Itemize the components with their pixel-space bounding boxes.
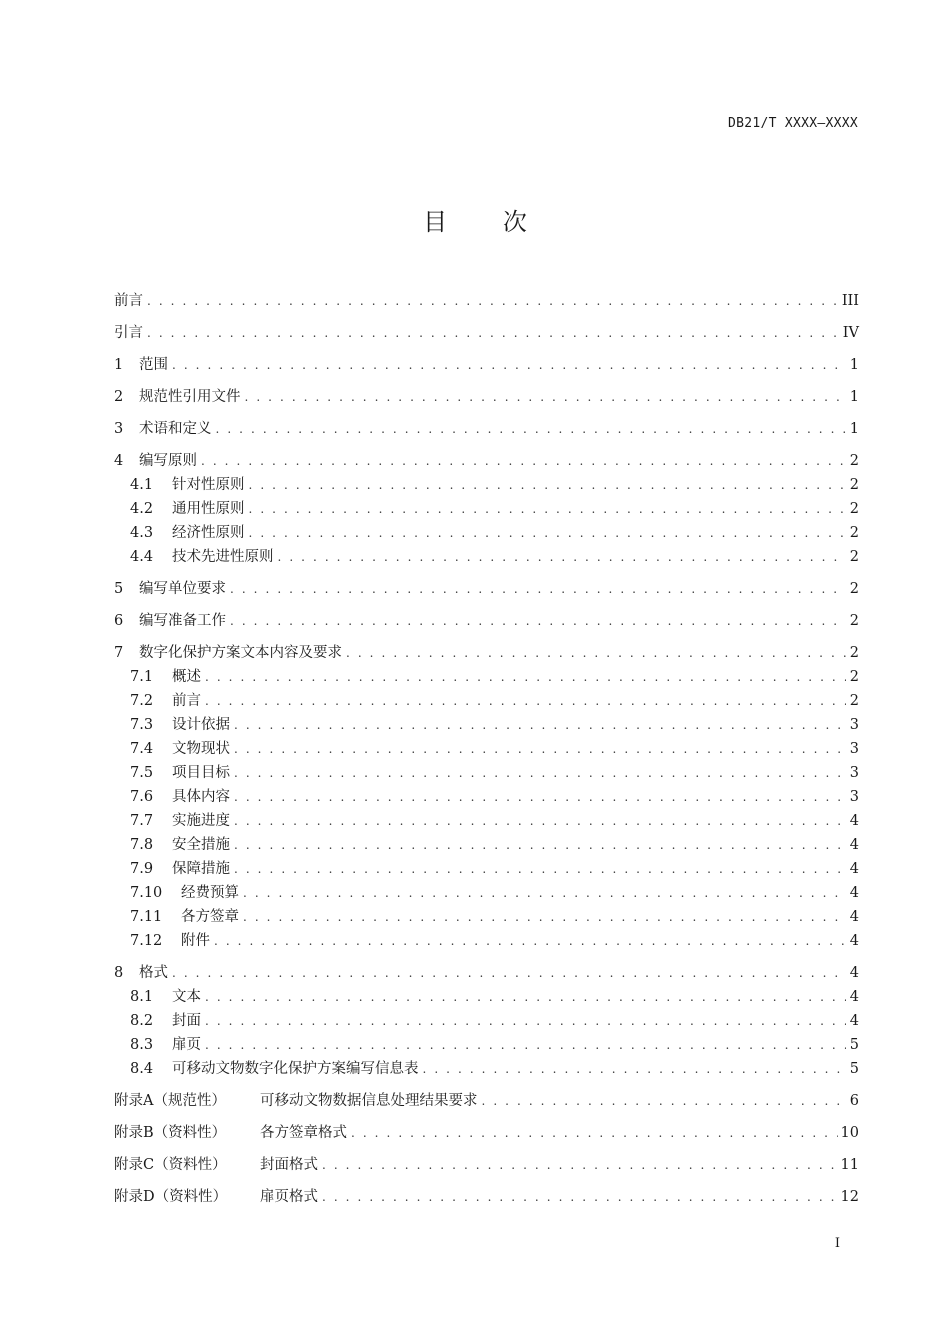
toc-entry-number: 附录C（资料性）	[114, 1157, 227, 1173]
toc-entry[interactable]	[114, 1185, 859, 1209]
toc-entry-title: 编写准备工作	[139, 613, 226, 629]
toc-dot-leader	[230, 614, 846, 628]
toc-dot-leader	[482, 1094, 847, 1108]
table-of-contents	[114, 289, 859, 1209]
toc-entry-title: 引言	[114, 325, 143, 341]
page-title	[0, 202, 950, 237]
toc-entry-title: 针对性原则	[172, 477, 245, 493]
toc-entry-number: 7.2	[130, 693, 154, 709]
toc-dot-leader	[234, 742, 846, 756]
toc-entry[interactable]	[114, 641, 859, 665]
toc-entry-number: 4	[114, 453, 124, 469]
toc-entry-page: 11	[840, 1157, 859, 1173]
toc-entry-number: 7.8	[130, 837, 154, 853]
toc-dot-leader	[322, 1158, 838, 1172]
toc-entry-title: 可移动文物数字化保护方案编写信息表	[172, 1061, 419, 1077]
toc-entry[interactable]	[114, 857, 859, 881]
toc-entry-page: 3	[849, 741, 859, 757]
toc-entry[interactable]	[114, 1057, 859, 1081]
toc-entry[interactable]	[114, 761, 859, 785]
toc-dot-leader	[205, 1014, 846, 1028]
toc-entry-number: 4.4	[130, 549, 154, 565]
toc-dot-leader	[346, 646, 846, 660]
toc-entry-number: 5	[114, 581, 124, 597]
toc-entry-title: 格式	[139, 965, 168, 981]
toc-dot-leader	[216, 422, 847, 436]
toc-dot-leader	[205, 1038, 846, 1052]
toc-entry-title: 扉页	[172, 1037, 201, 1053]
toc-entry-page: 2	[849, 693, 859, 709]
toc-dot-leader	[230, 582, 846, 596]
toc-entry-title: 术语和定义	[139, 421, 212, 437]
toc-entry-title: 数字化保护方案文本内容及要求	[139, 645, 342, 661]
toc-entry-number: 7.7	[130, 813, 154, 829]
toc-entry-page: 4	[849, 909, 859, 925]
toc-entry[interactable]	[114, 737, 859, 761]
toc-dot-leader	[214, 934, 846, 948]
toc-dot-leader	[205, 990, 846, 1004]
toc-entry[interactable]	[114, 929, 859, 953]
toc-entry-title: 范围	[139, 357, 168, 373]
toc-entry-page: 2	[849, 669, 859, 685]
toc-dot-leader	[245, 390, 847, 404]
toc-entry-title: 保障措施	[172, 861, 230, 877]
toc-entry-number: 7.12	[130, 933, 163, 949]
toc-dot-leader	[249, 478, 847, 492]
toc-entry-title: 规范性引用文件	[139, 389, 241, 405]
toc-entry-title: 具体内容	[172, 789, 230, 805]
toc-dot-leader	[351, 1126, 838, 1140]
toc-entry-title: 文本	[172, 989, 201, 1005]
toc-entry[interactable]	[114, 689, 859, 713]
toc-entry-title: 文物现状	[172, 741, 230, 757]
toc-entry-title: 技术先进性原则	[172, 549, 274, 565]
toc-entry-page: 2	[849, 549, 859, 565]
toc-entry-page: 2	[849, 525, 859, 541]
toc-entry-page: 2	[849, 453, 859, 469]
toc-entry-title: 可移动文物数据信息处理结果要求	[260, 1093, 478, 1109]
toc-entry-page: 6	[849, 1093, 859, 1109]
page-number: I	[834, 1236, 840, 1251]
toc-entry-title: 经济性原则	[172, 525, 245, 541]
toc-entry-number: 7	[114, 645, 124, 661]
toc-dot-leader	[172, 358, 846, 372]
toc-entry-page: 4	[849, 885, 859, 901]
toc-dot-leader	[147, 294, 839, 308]
toc-entry-title: 前言	[172, 693, 201, 709]
toc-entry-page: 10	[840, 1125, 859, 1141]
toc-entry-title: 设计依据	[172, 717, 230, 733]
toc-entry-number: 7.9	[130, 861, 154, 877]
toc-dot-leader	[234, 766, 846, 780]
toc-entry-page: 1	[849, 389, 859, 405]
toc-entry-page: 2	[849, 501, 859, 517]
toc-entry-page: 4	[849, 989, 859, 1005]
toc-entry-number: 7.6	[130, 789, 154, 805]
toc-entry-title: 各方签章格式	[260, 1125, 347, 1141]
toc-entry-title: 附件	[181, 933, 210, 949]
toc-dot-leader	[423, 1062, 847, 1076]
toc-entry-page: IV	[842, 325, 859, 341]
toc-entry[interactable]	[114, 353, 859, 377]
toc-entry-title: 项目目标	[172, 765, 230, 781]
toc-entry[interactable]	[114, 833, 859, 857]
toc-dot-leader	[234, 814, 846, 828]
toc-entry-page: 1	[849, 421, 859, 437]
toc-entry-page: 2	[849, 613, 859, 629]
toc-entry-title: 编写单位要求	[139, 581, 226, 597]
toc-entry[interactable]	[114, 497, 859, 521]
toc-entry-title: 封面格式	[260, 1157, 318, 1173]
toc-entry-page: 2	[849, 477, 859, 493]
toc-entry-number: 附录A（规范性）	[114, 1093, 226, 1109]
toc-entry-page: 4	[849, 1013, 859, 1029]
toc-entry[interactable]	[114, 473, 859, 497]
toc-entry-title: 安全措施	[172, 837, 230, 853]
toc-entry-page: 4	[849, 813, 859, 829]
toc-entry[interactable]	[114, 609, 859, 633]
title-char-1: 目	[423, 208, 448, 236]
toc-dot-leader	[172, 966, 846, 980]
toc-dot-leader	[243, 886, 846, 900]
toc-entry[interactable]	[114, 1009, 859, 1033]
toc-entry-number: 3	[114, 421, 124, 437]
toc-entry-page: 3	[849, 717, 859, 733]
toc-entry[interactable]	[114, 577, 859, 601]
toc-entry[interactable]	[114, 417, 859, 441]
toc-dot-leader	[243, 910, 846, 924]
toc-entry-number: 7.5	[130, 765, 154, 781]
toc-entry-number: 8.2	[130, 1013, 154, 1029]
toc-entry-number: 1	[114, 357, 124, 373]
toc-entry[interactable]	[114, 713, 859, 737]
title-char-2: 次	[502, 208, 527, 236]
toc-entry-page: 2	[849, 645, 859, 661]
toc-entry-page: 4	[849, 933, 859, 949]
toc-entry[interactable]	[114, 985, 859, 1009]
toc-dot-leader	[278, 550, 847, 564]
toc-entry-title: 概述	[172, 669, 201, 685]
toc-entry-number: 8.3	[130, 1037, 154, 1053]
toc-entry-page: 4	[849, 837, 859, 853]
toc-dot-leader	[147, 326, 840, 340]
toc-entry-title: 扉页格式	[260, 1189, 318, 1205]
toc-entry-page: 2	[849, 581, 859, 597]
toc-entry-page: 3	[849, 789, 859, 805]
toc-entry-number: 8	[114, 965, 124, 981]
toc-entry-title: 实施进度	[172, 813, 230, 829]
toc-entry-number: 7.4	[130, 741, 154, 757]
toc-entry[interactable]	[114, 961, 859, 985]
toc-entry[interactable]	[114, 385, 859, 409]
toc-dot-leader	[322, 1190, 838, 1204]
toc-entry-page: 12	[840, 1189, 859, 1205]
toc-entry[interactable]	[114, 449, 859, 473]
toc-dot-leader	[205, 670, 846, 684]
toc-entry-number: 附录D（资料性）	[114, 1189, 228, 1205]
toc-entry-page: 4	[849, 861, 859, 877]
toc-entry-title: 通用性原则	[172, 501, 245, 517]
toc-entry-number: 7.1	[130, 669, 154, 685]
toc-dot-leader	[234, 790, 846, 804]
toc-entry[interactable]	[114, 1153, 859, 1177]
toc-dot-leader	[234, 862, 846, 876]
toc-entry-number: 6	[114, 613, 124, 629]
toc-entry-page: III	[841, 293, 859, 309]
toc-entry-number: 8.4	[130, 1061, 154, 1077]
toc-entry-title: 编写原则	[139, 453, 197, 469]
toc-entry[interactable]	[114, 905, 859, 929]
toc-entry[interactable]	[114, 1121, 859, 1145]
toc-entry[interactable]	[114, 785, 859, 809]
toc-entry-page: 5	[849, 1061, 859, 1077]
toc-entry-page: 3	[849, 765, 859, 781]
toc-dot-leader	[249, 502, 847, 516]
toc-entry-number: 7.11	[130, 909, 163, 925]
toc-entry-number: 7.3	[130, 717, 154, 733]
toc-entry[interactable]	[114, 1033, 859, 1057]
toc-entry[interactable]	[114, 881, 859, 905]
toc-entry-number: 7.10	[130, 885, 163, 901]
toc-entry-title: 前言	[114, 293, 143, 309]
toc-entry-number: 4.3	[130, 525, 154, 541]
toc-entry[interactable]	[114, 809, 859, 833]
toc-dot-leader	[234, 718, 846, 732]
toc-entry-title: 经费预算	[181, 885, 239, 901]
toc-dot-leader	[234, 838, 846, 852]
toc-entry-number: 附录B（资料性）	[114, 1125, 227, 1141]
toc-entry[interactable]	[114, 1089, 859, 1113]
toc-entry-number: 2	[114, 389, 124, 405]
toc-entry[interactable]	[114, 321, 859, 345]
toc-entry-number: 8.1	[130, 989, 154, 1005]
toc-entry-page: 1	[849, 357, 859, 373]
toc-entry-title: 封面	[172, 1013, 201, 1029]
toc-entry[interactable]	[114, 521, 859, 545]
document-code: DB21/T XXXX—XXXX	[727, 116, 858, 131]
toc-entry[interactable]	[114, 545, 859, 569]
toc-dot-leader	[201, 454, 846, 468]
toc-entry[interactable]	[114, 289, 859, 313]
toc-entry-title: 各方签章	[181, 909, 239, 925]
toc-entry-page: 5	[849, 1037, 859, 1053]
toc-entry-page: 4	[849, 965, 859, 981]
toc-entry-number: 4.1	[130, 477, 154, 493]
toc-dot-leader	[249, 526, 847, 540]
toc-entry-number: 4.2	[130, 501, 154, 517]
toc-entry[interactable]	[114, 665, 859, 689]
toc-dot-leader	[205, 694, 846, 708]
